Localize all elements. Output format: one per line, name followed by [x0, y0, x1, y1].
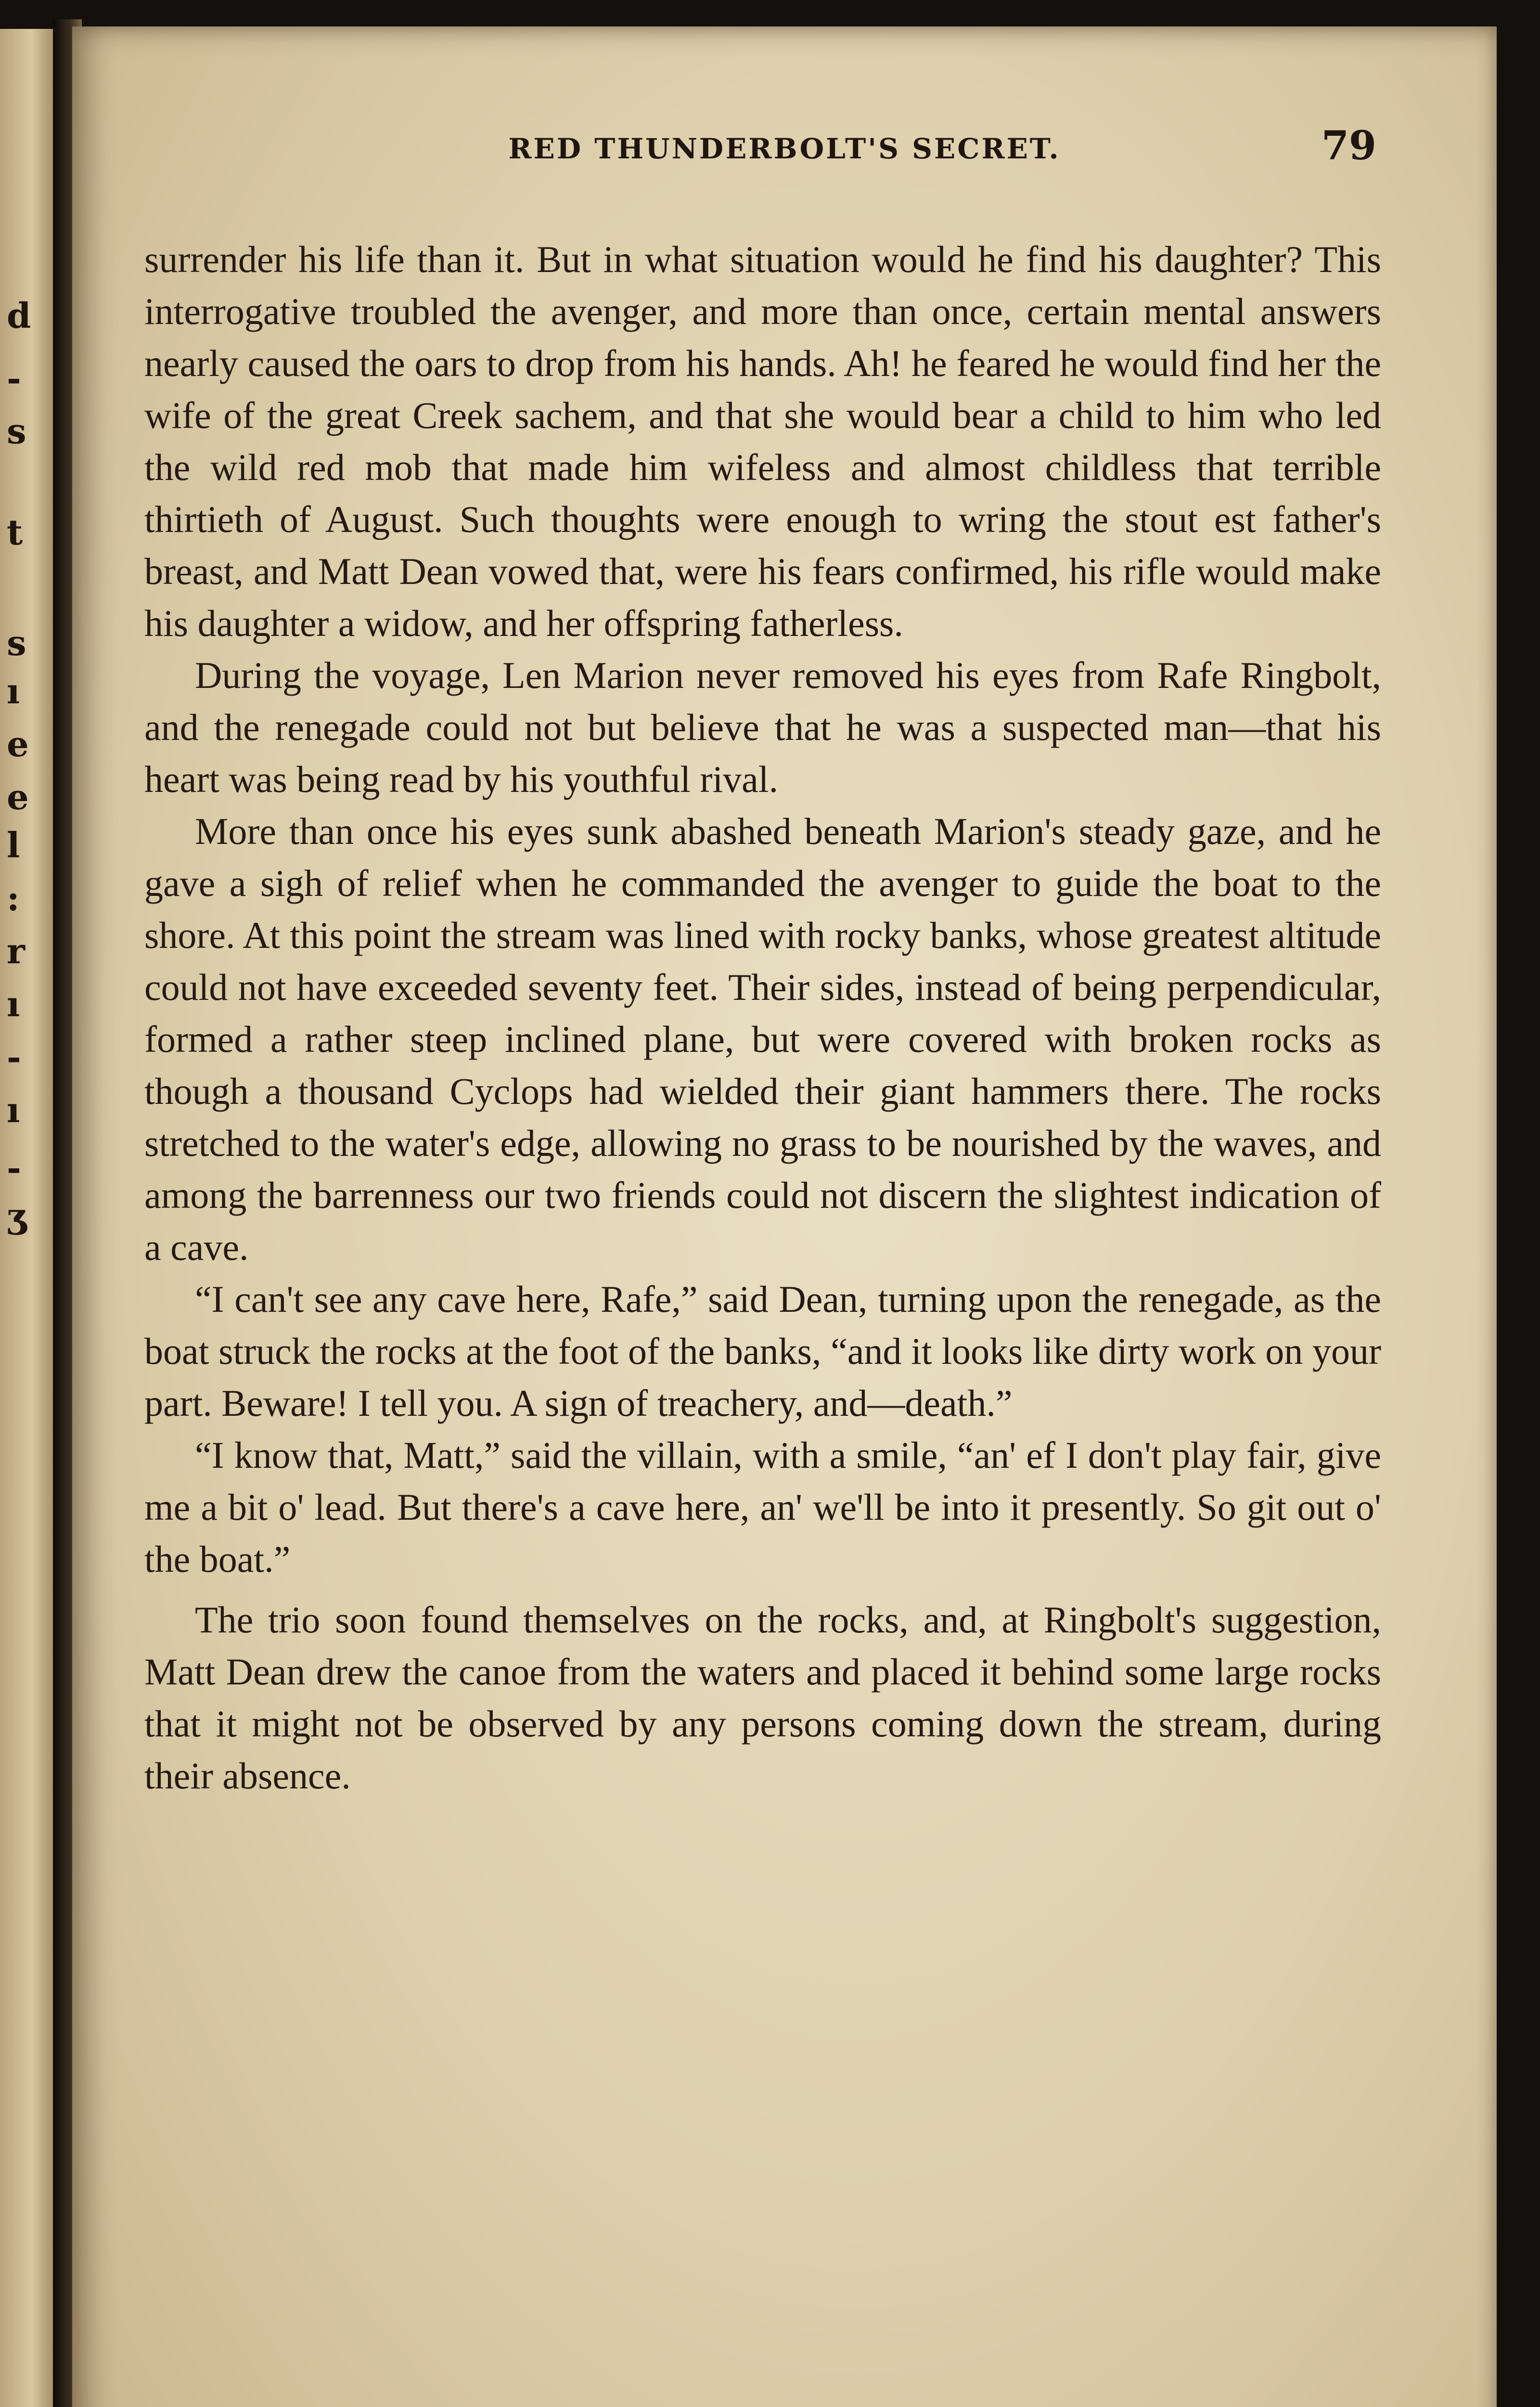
facing-page-fragment: ı	[7, 671, 20, 712]
facing-page-edge	[0, 29, 53, 2407]
paragraph: “I can't see any cave here, Rafe,” said Dean, turning upon the renegade, as the boat struck the rocks at the foot of the banks, “and it looks like dirty work on your part. Beware! I tell you. A sign of treachery, and—death.”	[144, 1278, 1381, 1424]
paragraph: During the voyage, Len Marion never removed his eyes from Rafe Ringbolt, and the renegade could not but believe that he was a suspected man—that his heart was being read by his youthful rival.	[144, 654, 1381, 800]
facing-page-fragment: ʒ	[7, 1195, 26, 1236]
body-text	[144, 233, 1381, 1802]
running-head-title: RED THUNDERBOLT'S SECRET.	[508, 132, 1061, 165]
facing-page-fragment: :	[7, 878, 20, 919]
facing-page-fragment: e	[7, 724, 29, 764]
facing-page-fragment: -	[7, 1147, 21, 1188]
facing-page-fragment: l	[7, 825, 20, 866]
facing-page-fragment: t	[7, 512, 23, 553]
facing-page-fragment: ı	[7, 1089, 20, 1130]
facing-page-fragment: r	[7, 931, 25, 971]
page-number: 79	[1321, 123, 1376, 169]
paragraph: “I know that, Matt,” said the villain, with a smile, “an' ef I don't play fair, give me a bit o' lead. But there's a cave here, an' we'll be into it presently. So git out o' the boat.”	[144, 1434, 1381, 1580]
facing-page-fragment: e	[7, 776, 29, 817]
paragraph: surrender his life than it. But in what situation would he find his daughter? This interrogative troubled the avenger, and more than once, certain mental answers nearly caused the oars to drop from his hands. Ah! he feared he would find her the wife of the great Creek sachem, and that she would bear a child to him who led the wild red mob that made him wifeless and almost childless that terrible thirtieth of August. Such thoughts were enough to wring the stout est father's breast, and Matt Dean vowed that, were his fears confirmed, his rifle would make his daughter a widow, and her offspring fatherless.	[144, 238, 1381, 644]
paragraph: More than once his eyes sunk abashed beneath Marion's steady gaze, and he gave a sigh of relief when he commanded the avenger to guide the boat to the shore. At this point the stream was lined with rocky banks, whose greatest altitude could not have exceeded seventy feet. Their sides, instead of being perpendicular, formed a rather steep inclined plane, but were covered with broken rocks as though a thousand Cyclops had wielded their giant hammers there. The rocks stretched to the water's edge, allowing no grass to be nourished by the waves, and among the barrenness our two friends could not discern the slightest indication of a cave.	[144, 810, 1381, 1268]
facing-page-fragment: -	[7, 358, 21, 399]
facing-page-fragment: -	[7, 1036, 21, 1077]
paragraph: The trio soon found themselves on the rocks, and, at Ringbolt's suggestion, Matt Dean drew the canoe from the waters and placed it behind some large rocks that it might not be observed by any persons coming down the stream, during their absence.	[144, 1599, 1381, 1797]
running-head	[72, 123, 1497, 176]
book-page	[72, 26, 1497, 2407]
facing-page-fragment: ı	[7, 984, 20, 1024]
facing-page-fragment: d	[7, 295, 31, 336]
facing-page-fragment: s	[7, 622, 26, 663]
facing-page-fragment: s	[7, 411, 26, 452]
